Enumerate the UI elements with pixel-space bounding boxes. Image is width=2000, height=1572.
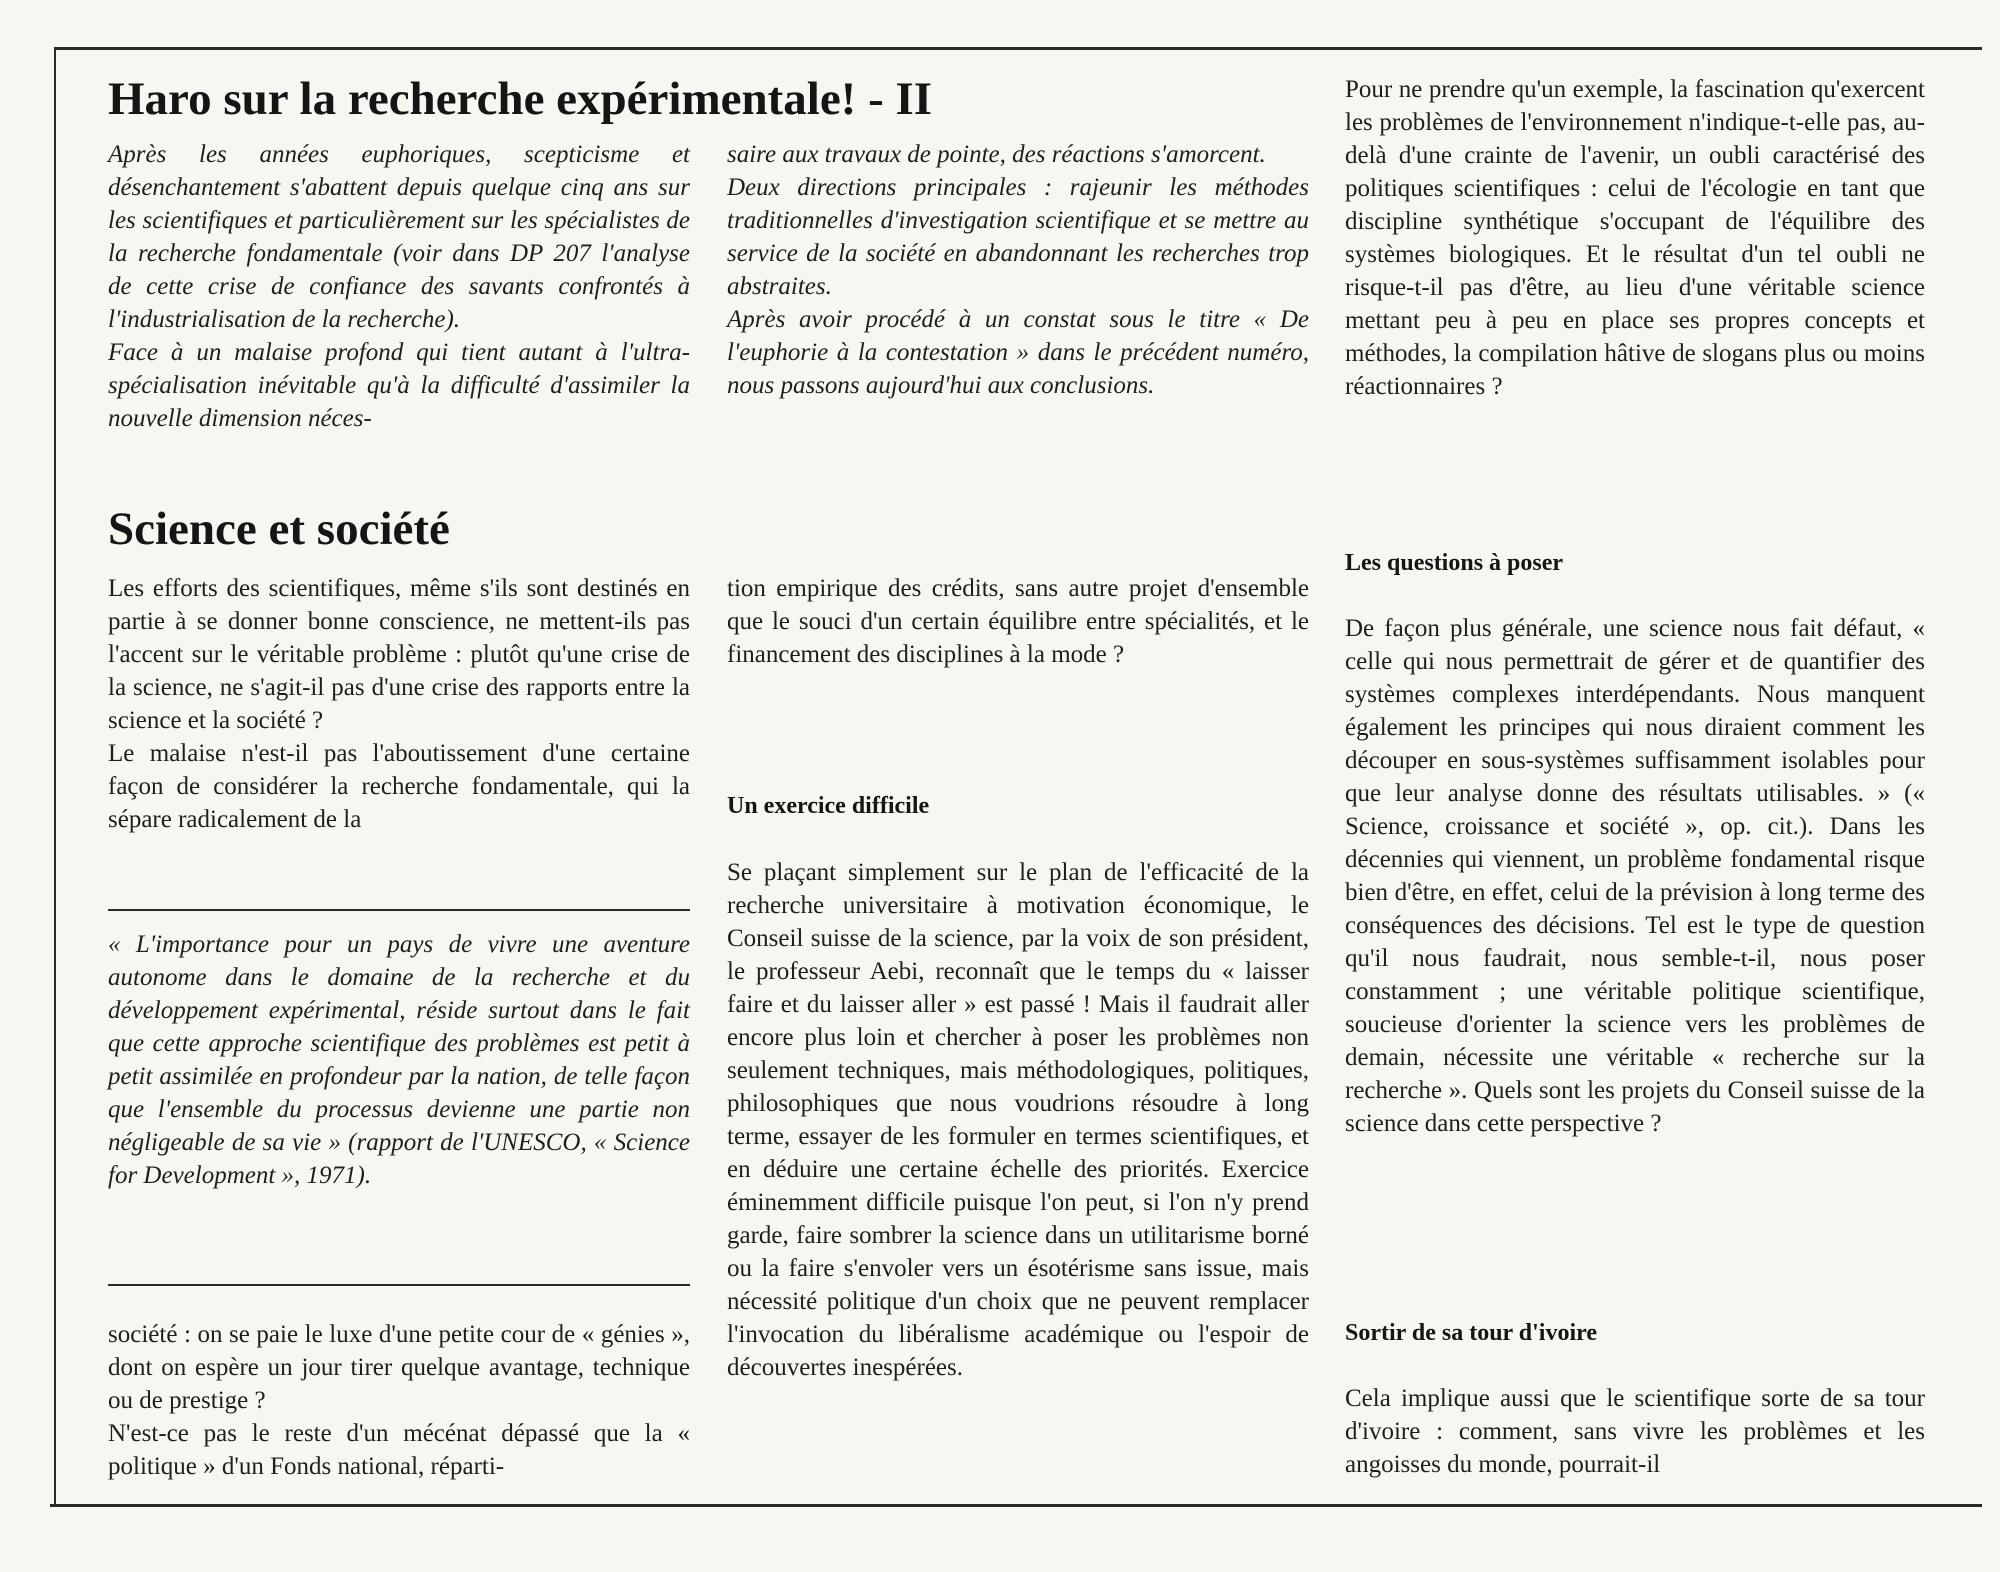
subheading-exercise: Un exercice difficile xyxy=(727,793,930,819)
bottom-rule xyxy=(50,1504,1982,1507)
column-3-section-ivory-tower xyxy=(1345,1382,1925,1481)
body-paragraph: Pour ne prendre qu'un exemple, la fascination qu'exercent les problèmes de l'environnement n'indique-t-elle pas, au-delà d'une crainte de l'avenir, un oubli caractérisé des politiques scientifiques : celui de l'écologie en tant que discipline synthétique s'occupant de l'équilibre des systèmes biologiques. Et le résultat d'un tel oubli ne risque-t-il pas d'être, au lieu d'une véritable science mettant peu à peu en place ses propres concepts et méthodes, la compilation hâtive de slogans plus ou moins réactionnaires ? xyxy=(1345,76,1925,400)
subheading-ivory-tower: Sortir de sa tour d'ivoire xyxy=(1345,1320,1597,1346)
intro-column-2 xyxy=(727,138,1309,402)
quote-text: « L'importance pour un pays de vivre une aventure autonome dans le domaine de la recherche et du développement expérimental, réside surtout dans le fait que cette approche scientifique des problèmes est petit à petit assimilée en profondeur par la nation, de telle façon que l'ensemble du processus devienne une partie non négligeable de sa vie » (rapport de l'UNESCO, « Science for Development », 1971). xyxy=(108,931,690,1189)
intro-paragraph: saire aux travaux de pointe, des réactions s'amorcent. xyxy=(727,141,1266,168)
intro-column-1 xyxy=(108,138,690,435)
column-3-top xyxy=(1345,73,1925,403)
column-1-body xyxy=(108,572,690,836)
column-1-bottom xyxy=(108,1318,690,1483)
section-title: Science et société xyxy=(108,503,450,555)
body-paragraph: De façon plus générale, une science nous fait défaut, « celle qui nous permettrait de gérer et de quantifier des systèmes complexes interdépendants. Nous manquent également les principes qui nous diraient comment les découper en sous-systèmes suffisamment isolables pour que leur analyse donne des résultats utilisables. » (« Science, croissance et société », op. cit.). Dans les décennies qui viennent, un problème fondamental risque bien d'être, en effet, celui de la prévision à long terme des conséquences des décisions. Tel est le type de question qu'il nous faudrait, nous semble-t-il, nous poser constamment ; une véritable politique scientifique, soucieuse d'orienter la science vers les problèmes de demain, nécessite une véritable « recherche sur la recherche ». Quels sont les projets du Conseil suisse de la science dans cette perspective ? xyxy=(1345,615,1925,1137)
pull-quote xyxy=(108,928,690,1192)
body-paragraph: société : on se paie le luxe d'une petite cour de « génies », dont on espère un jour tirer quelque avantage, technique ou de prestige ? xyxy=(108,1321,690,1414)
quote-bottom-rule xyxy=(108,1284,690,1286)
intro-paragraph: Après avoir procédé à un constat sous le titre « De l'euphorie à la contestation » dans le précédent numéro, nous passons aujourd'hui aux conclusions. xyxy=(727,306,1309,399)
column-2-section xyxy=(727,856,1309,1384)
top-rule xyxy=(54,47,1982,50)
subheading-questions: Les questions à poser xyxy=(1345,550,1564,576)
intro-paragraph: Après les années euphoriques, scepticisme et désenchantement s'abattent depuis quelque cinq ans sur les scientifiques et particulièrement sur les spécialistes de la recherche fondamentale (voir dans DP 207 l'analyse de cette crise de confiance des savants confrontés à l'industrialisation de la recherche). xyxy=(108,141,690,333)
column-3-section-questions xyxy=(1345,612,1925,1140)
article-title: Haro sur la recherche expérimentale! - II xyxy=(108,73,933,125)
column-2-body xyxy=(727,572,1309,671)
intro-paragraph: Deux directions principales : rajeunir les méthodes traditionnelles d'investigation scientifique et se mettre au service de la société en abandonnant les recherches trop abstraites. xyxy=(727,174,1309,300)
body-paragraph: Cela implique aussi que le scientifique sorte de sa tour d'ivoire : comment, sans vivre les problèmes et les angoisses du monde, pourrait-il xyxy=(1345,1385,1925,1478)
quote-top-rule xyxy=(108,909,690,911)
body-paragraph: Le malaise n'est-il pas l'aboutissement d'une certaine façon de considérer la recherche fondamentale, qui la sépare radicalement de la xyxy=(108,740,690,833)
body-paragraph: tion empirique des crédits, sans autre projet d'ensemble que le souci d'un certain équilibre entre spécialités, et le financement des disciplines à la mode ? xyxy=(727,575,1309,668)
body-paragraph: N'est-ce pas le reste d'un mécénat dépassé que la « politique » d'un Fonds national, réparti- xyxy=(108,1420,690,1480)
intro-paragraph: Face à un malaise profond qui tient autant à l'ultra-spécialisation inévitable qu'à la difficulté d'assimiler la nouvelle dimension néces- xyxy=(108,339,690,432)
body-paragraph: Se plaçant simplement sur le plan de l'efficacité de la recherche universitaire à motivation économique, le Conseil suisse de la science, par la voix de son président, le professeur Aebi, reconnaît que le temps du « laisser faire et du laisser aller » est passé ! Mais il faudrait aller encore plus loin et chercher à poser les problèmes non seulement techniques, mais méthodologiques, politiques, philosophiques que nous voudrions résoudre à long terme, essayer de les formuler en termes scientifiques, et en déduire une certaine échelle des priorités. Exercice éminemment difficile puisque l'on peut, si l'on n'y prend garde, faire sombrer la science dans un utilitarisme borné ou la faire s'envoler vers un ésotérisme sans issue, mais nécessité politique d'un choix que ne peuvent remplacer l'invocation du libéralisme académique ou l'espoir de découvertes inespérées. xyxy=(727,859,1309,1381)
body-paragraph: Les efforts des scientifiques, même s'ils sont destinés en partie à se donner bonne conscience, ne mettent-ils pas l'accent sur le véritable problème : plutôt qu'une crise de la science, ne s'agit-il pas d'une crise des rapports entre la science et la société ? xyxy=(108,575,690,734)
left-rule xyxy=(54,47,56,1507)
